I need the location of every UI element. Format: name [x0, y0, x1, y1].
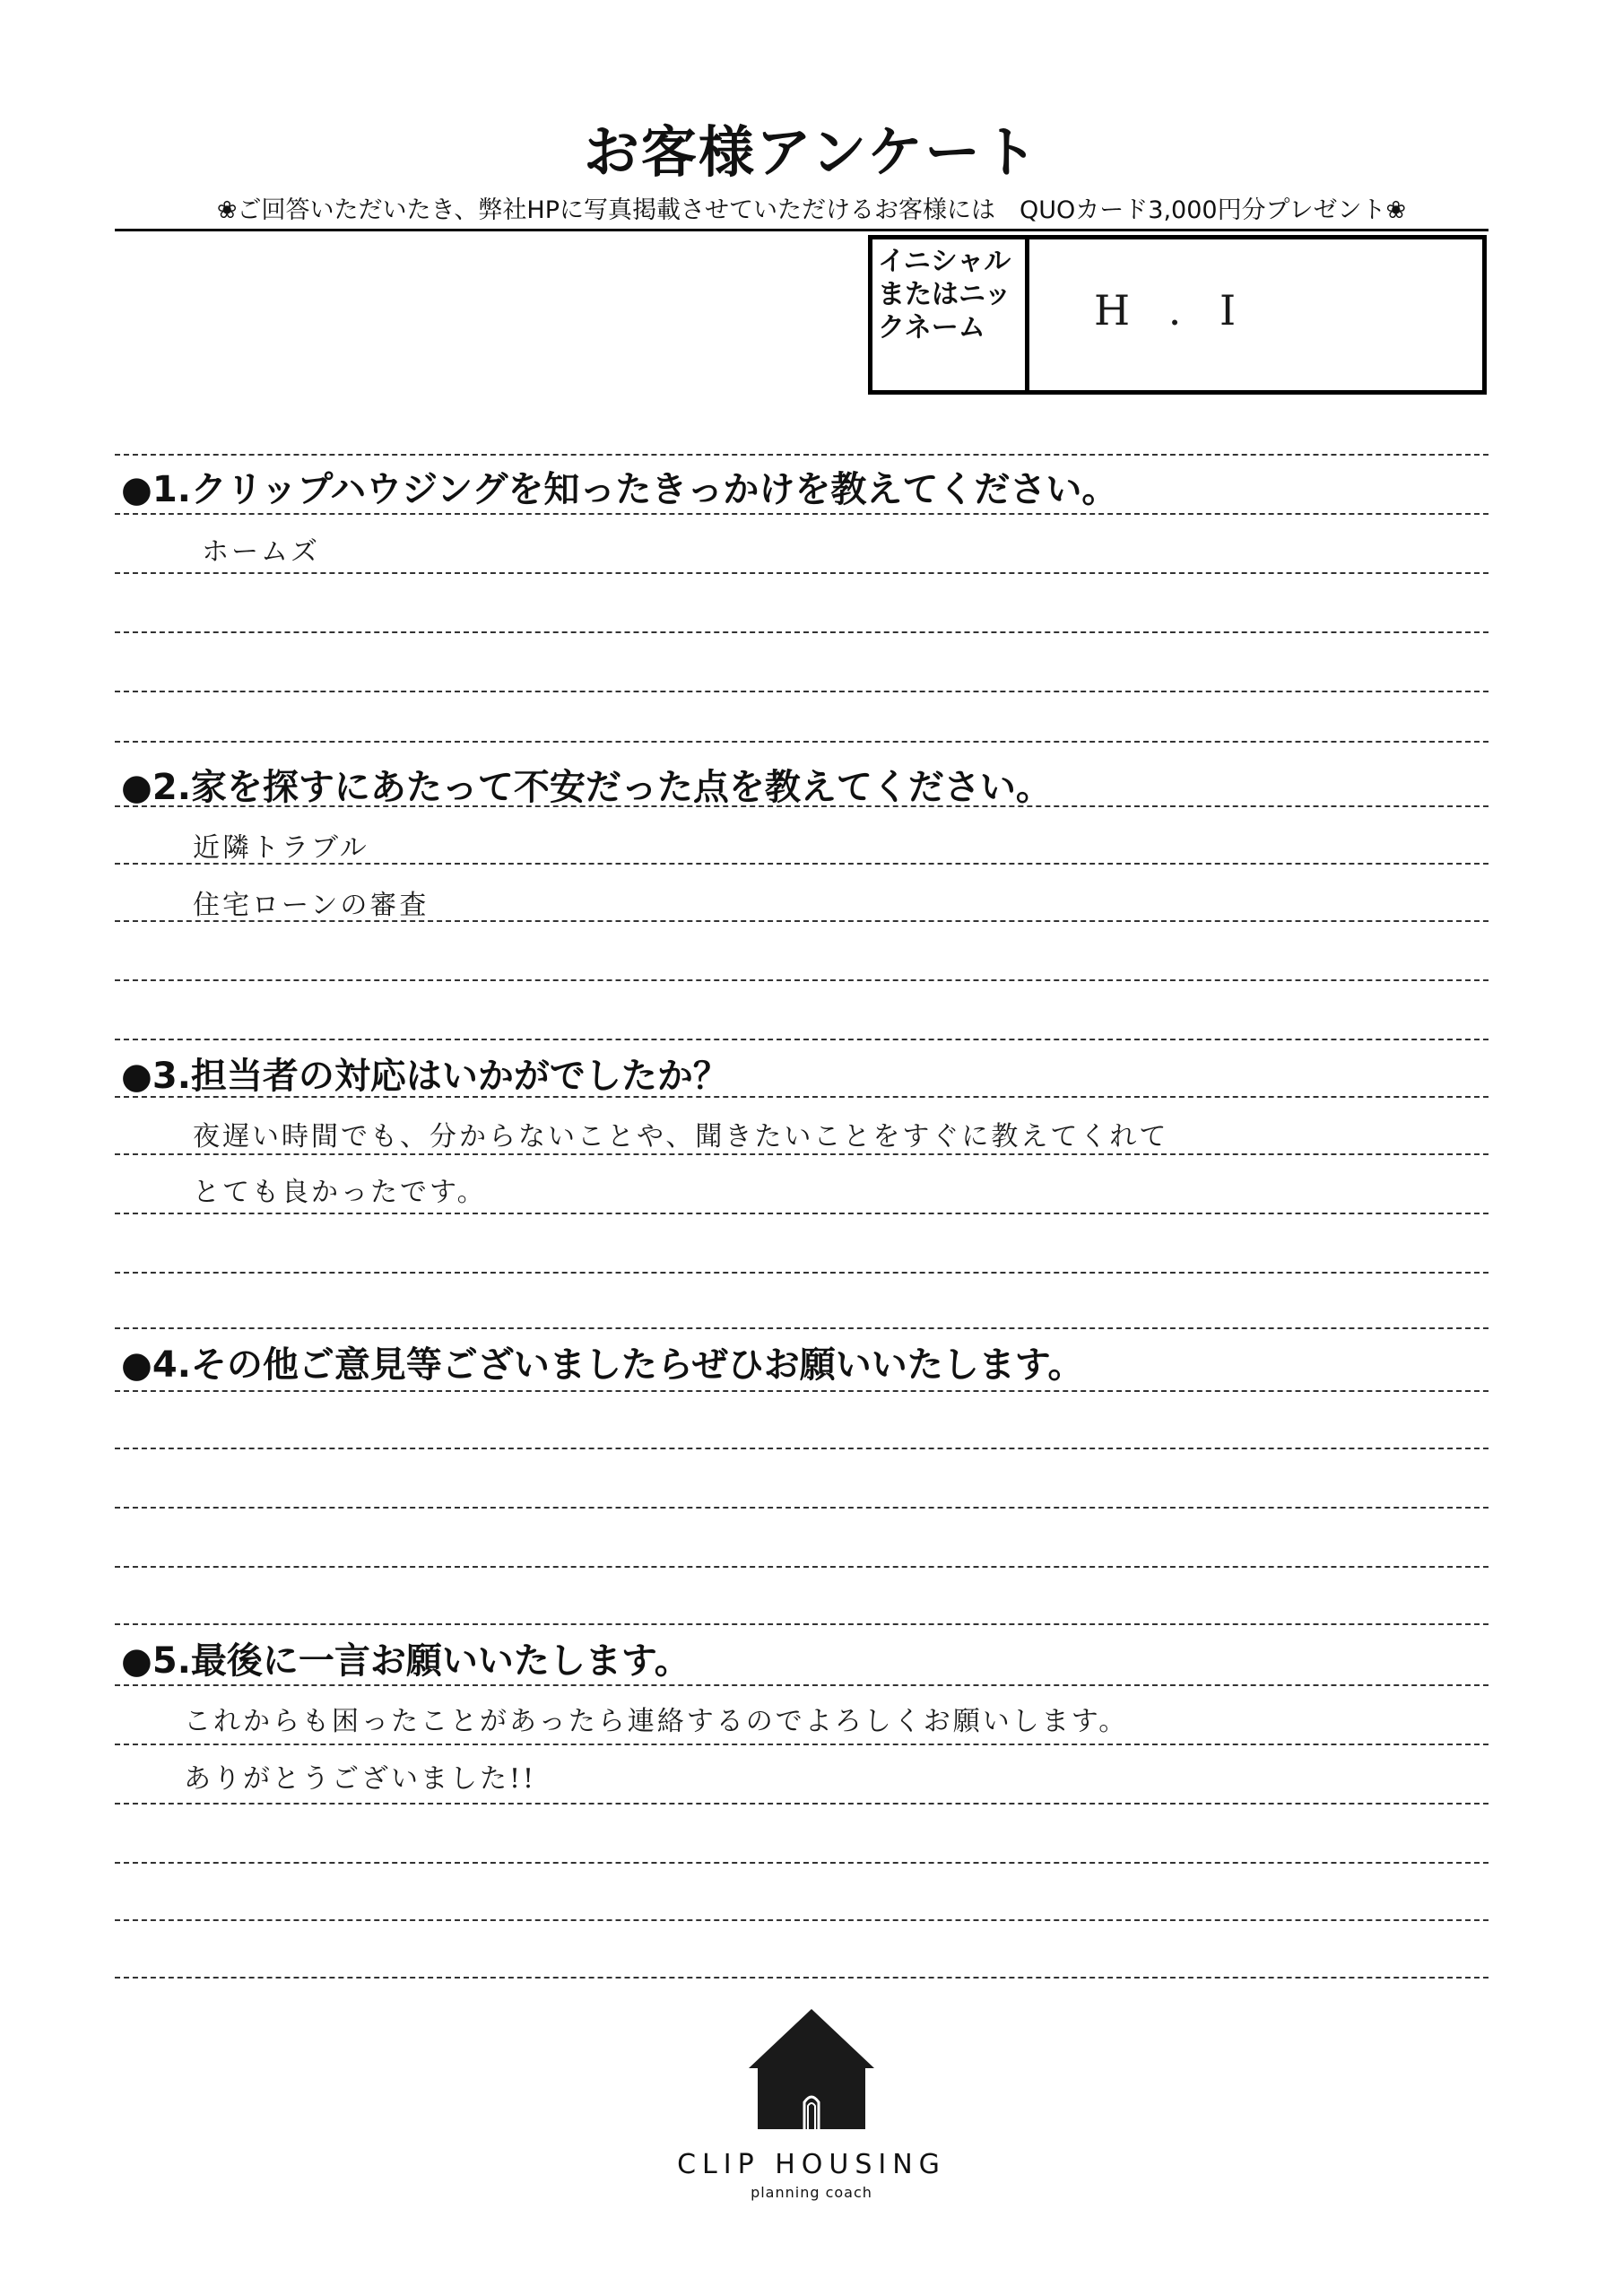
- ruled-line: [115, 1566, 1488, 1568]
- ruled-line: [115, 454, 1488, 456]
- header-rule: [115, 229, 1488, 231]
- ruled-line: [115, 1623, 1488, 1625]
- question-3-answer-2: とても良かったです。: [193, 1177, 487, 1208]
- ruled-line: [115, 1153, 1488, 1155]
- ruled-line: [115, 1684, 1488, 1686]
- ruled-line: [115, 1390, 1488, 1392]
- ruled-line: [115, 513, 1488, 515]
- name-box: [868, 235, 1487, 395]
- ruled-line: [115, 691, 1488, 692]
- logo-tagline: planning coach: [751, 2184, 872, 2201]
- question-2-answer-1: 近隣トラブル: [193, 832, 369, 864]
- ruled-line: [115, 1213, 1488, 1214]
- company-logo: [0, 2009, 1623, 2201]
- logo-name: CLIP HOUSING: [677, 2149, 946, 2180]
- page-title: お客様アンケート: [583, 119, 1040, 185]
- name-label: イニシャルまたはニックネーム: [872, 239, 1029, 390]
- question-4-label: ●4.その他ご意見等ございましたらぜひお願いいたします。: [121, 1344, 1084, 1386]
- question-5-label: ●5.最後に一言お願いいたします。: [121, 1640, 690, 1682]
- question-1-answer-1: ホームズ: [202, 536, 320, 568]
- ruled-line: [115, 1272, 1488, 1274]
- ruled-line: [115, 572, 1488, 574]
- ruled-line: [115, 1744, 1488, 1745]
- ruled-line: [115, 1919, 1488, 1921]
- question-3-label: ●3.担当者の対応はいかがでしたか？: [121, 1056, 729, 1097]
- ruled-line: [115, 741, 1488, 743]
- question-2-label: ●2.家を探すにあたって不安だった点を教えてください。: [121, 767, 1052, 808]
- ruled-line: [115, 1448, 1488, 1449]
- ruled-line: [115, 1507, 1488, 1509]
- house-icon: [749, 2009, 874, 2129]
- ruled-line: [115, 1039, 1488, 1040]
- question-2-answer-2: 住宅ローンの審査: [193, 890, 430, 921]
- ruled-line: [115, 1862, 1488, 1864]
- question-1-label: ●1.クリップハウジングを知ったきっかけを教えてください。: [121, 469, 1118, 510]
- ruled-line: [115, 979, 1488, 981]
- page-subtitle: ❀ご回答いただいたき、弊社HPに写真掲載させていただけるお客様には QUOカード3,000円分プレゼント❀: [216, 196, 1407, 224]
- ruled-line: [115, 1327, 1488, 1329]
- name-value: H . I: [1094, 286, 1249, 335]
- name-value-cell: [1029, 239, 1482, 390]
- question-5-answer-1: これからも困ったことがあったら連絡するのでよろしくお願いします。: [184, 1706, 1129, 1737]
- ruled-line: [115, 1977, 1488, 1979]
- question-3-answer-1: 夜遅い時間でも、分からないことや、聞きたいことをすぐに教えてくれて: [193, 1121, 1169, 1152]
- ruled-line: [115, 1803, 1488, 1805]
- ruled-line: [115, 631, 1488, 633]
- question-5-answer-2: ありがとうございました!!: [184, 1763, 537, 1795]
